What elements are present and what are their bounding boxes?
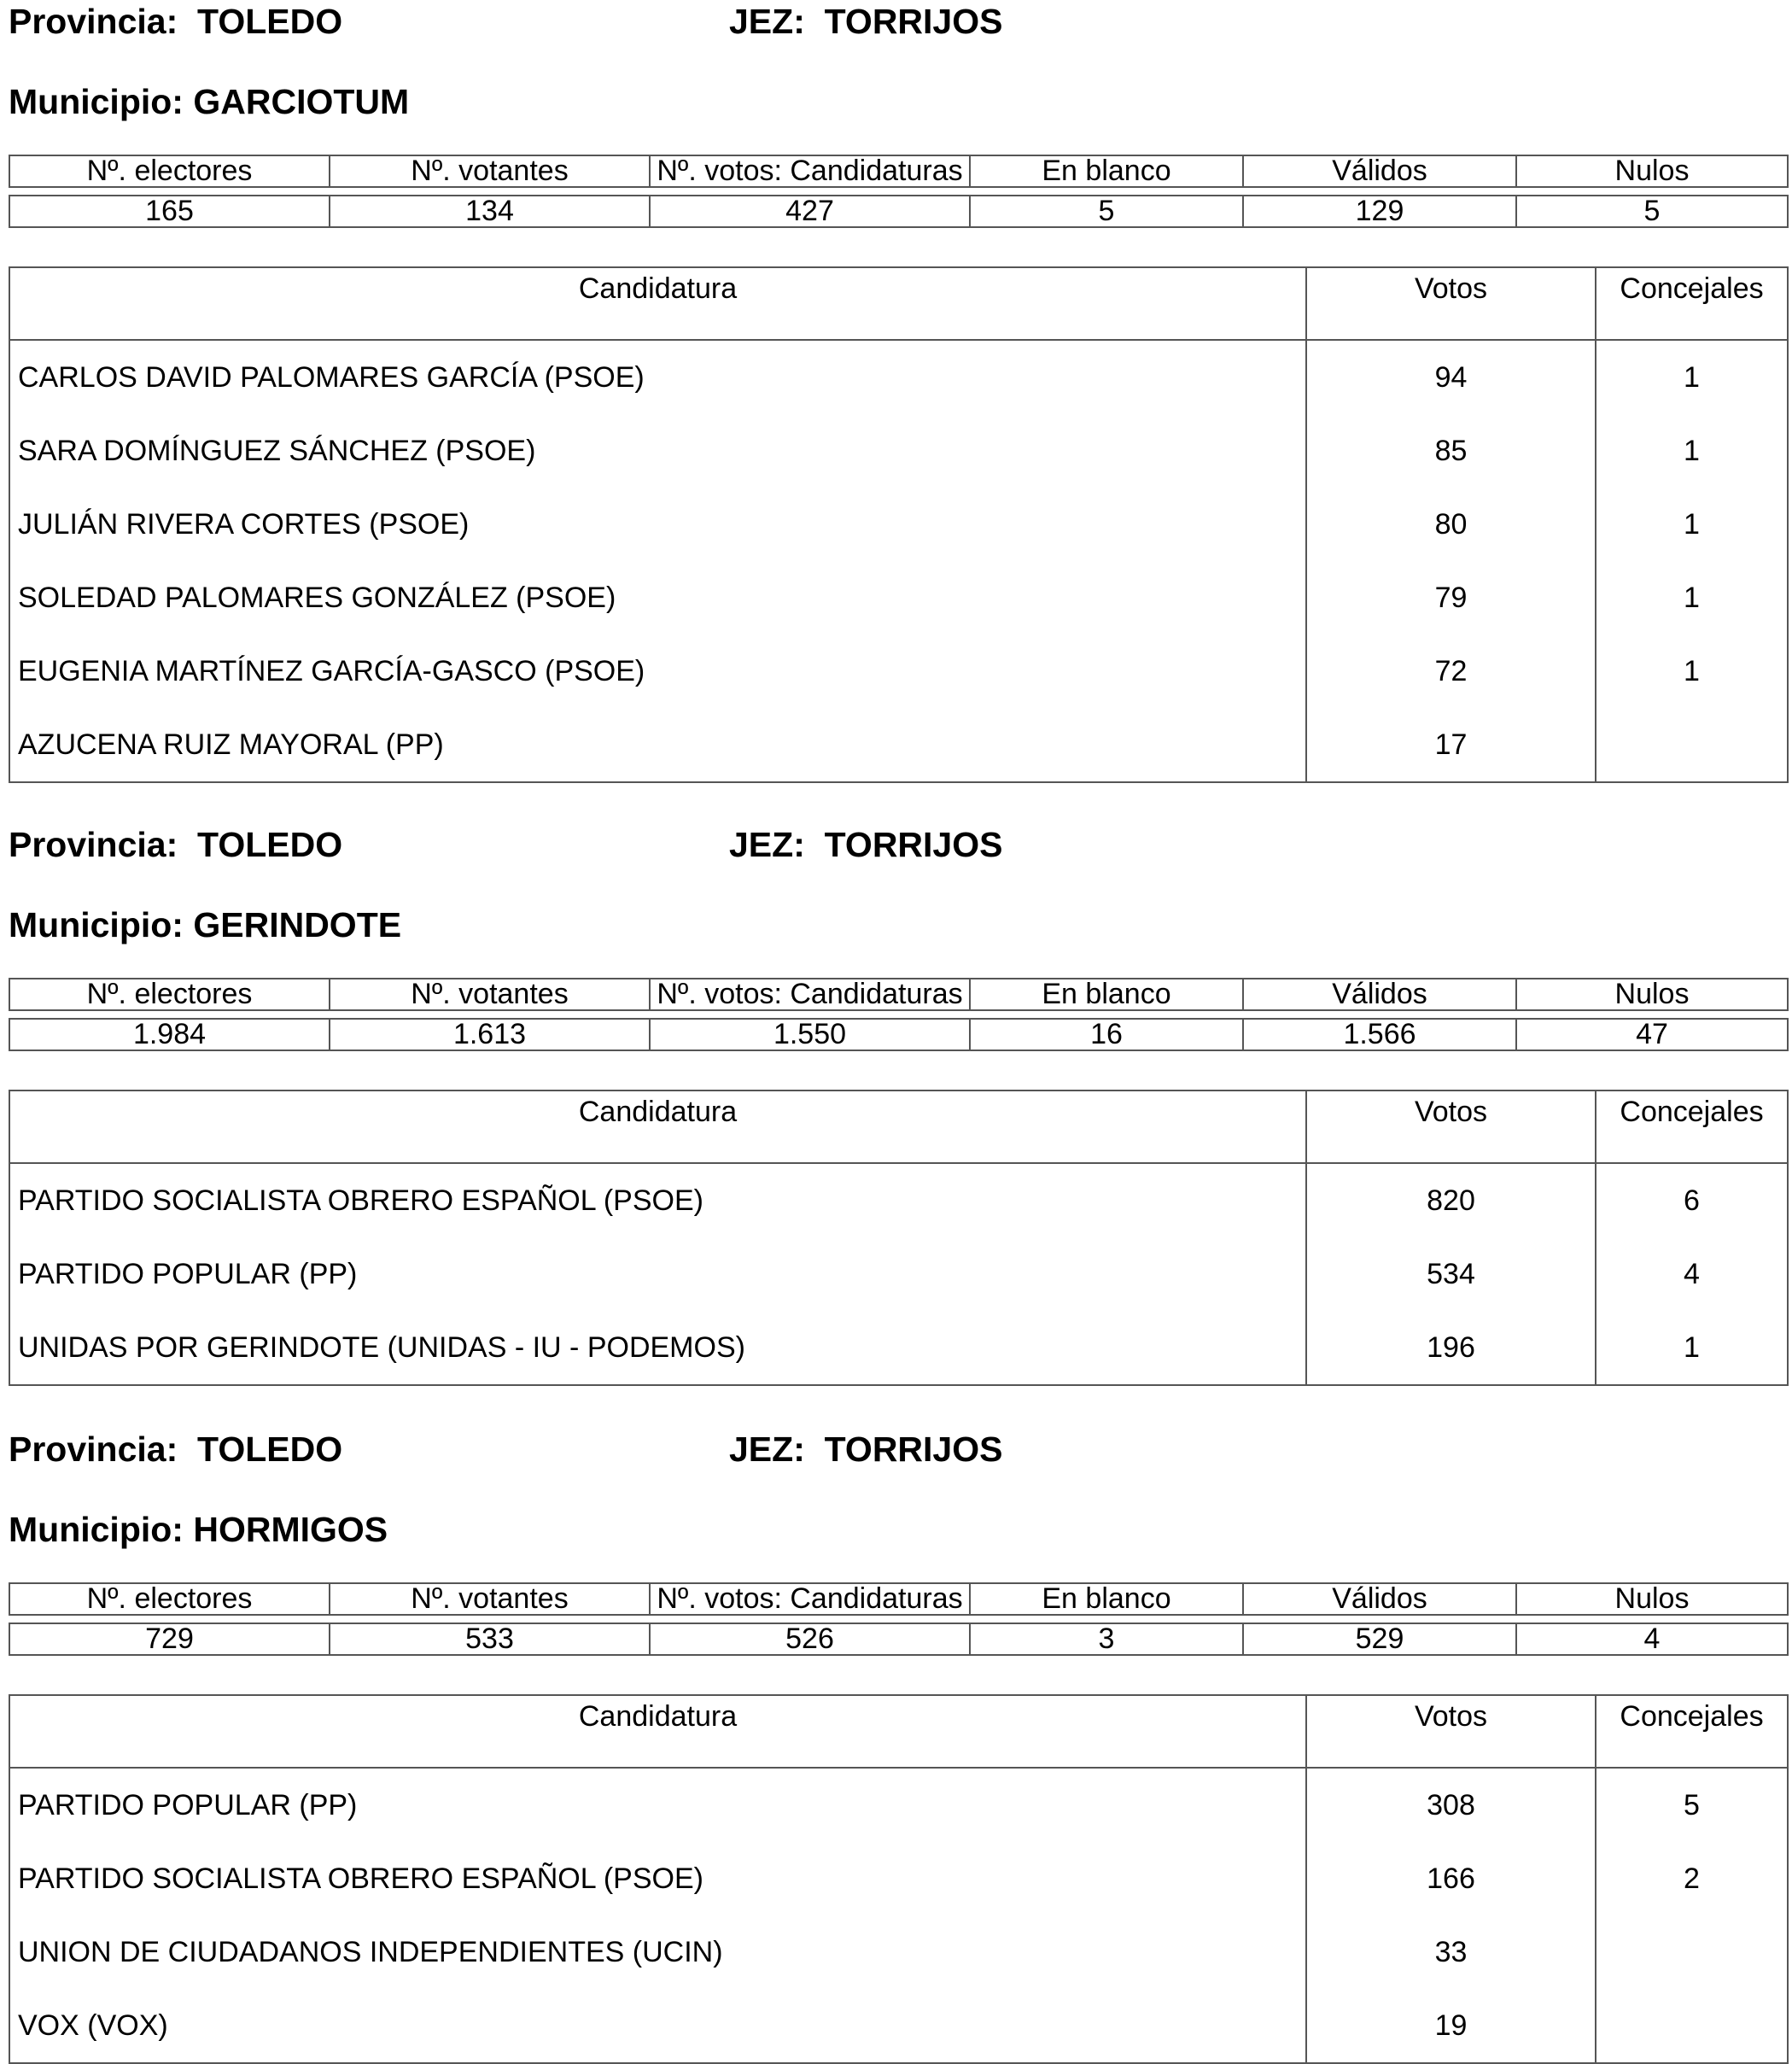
header-concejales: Concejales — [1596, 1090, 1788, 1163]
candidate-concejales: 6 — [1596, 1163, 1788, 1237]
candidate-name: JULIÁN RIVERA CORTES (PSOE) — [18, 508, 470, 541]
candidate-name: PARTIDO SOCIALISTA OBRERO ESPAÑOL (PSOE) — [18, 1184, 703, 1217]
candidate-row — [9, 1311, 1788, 1385]
candidate-votos: 19 — [1306, 1989, 1596, 2063]
candidate-name: PARTIDO POPULAR (PP) — [18, 1789, 358, 1821]
candidate-votos: 166 — [1306, 1842, 1596, 1915]
value-votantes: 134 — [330, 196, 650, 227]
header-validos: Válidos — [1243, 155, 1516, 187]
candidate-votos: 85 — [1306, 414, 1596, 488]
header-en-blanco: En blanco — [970, 1583, 1243, 1615]
value-validos: 1.566 — [1243, 1019, 1516, 1050]
candidates-table — [9, 266, 1789, 783]
value-en-blanco: 16 — [970, 1019, 1243, 1050]
candidate-votos: 308 — [1306, 1768, 1596, 1842]
candidate-row — [9, 561, 1788, 634]
provincia-heading: Provincia: TOLEDO — [9, 1430, 343, 1469]
jez-heading: JEZ: TORRIJOS — [729, 1430, 1003, 1469]
stats-table — [9, 155, 1789, 228]
candidate-row — [9, 488, 1788, 561]
candidate-concejales: 1 — [1596, 634, 1788, 708]
candidate-concejales: 4 — [1596, 1237, 1788, 1311]
header-validos: Válidos — [1243, 1583, 1516, 1615]
candidate-row — [9, 1915, 1788, 1989]
value-nulos: 47 — [1516, 1019, 1788, 1050]
candidate-row — [9, 1237, 1788, 1311]
candidate-row — [9, 634, 1788, 708]
candidate-votos: 79 — [1306, 561, 1596, 634]
header-votos: Votos — [1306, 1090, 1596, 1163]
candidate-name: UNIDAS POR GERINDOTE (UNIDAS - IU - PODEMOS) — [18, 1331, 745, 1364]
value-validos: 129 — [1243, 196, 1516, 227]
header-validos: Válidos — [1243, 979, 1516, 1010]
header-en-blanco: En blanco — [970, 979, 1243, 1010]
municipio-heading: Municipio: GARCIOTUM — [9, 82, 410, 121]
value-en-blanco: 3 — [970, 1623, 1243, 1655]
candidate-row — [9, 708, 1788, 782]
candidate-votos: 94 — [1306, 340, 1596, 414]
candidate-concejales: 2 — [1596, 1842, 1788, 1915]
header-votos: Votos — [1306, 267, 1596, 340]
value-votantes: 1.613 — [330, 1019, 650, 1050]
header-votos-candidaturas: Nº. votos: Candidaturas — [650, 155, 970, 187]
candidate-concejales — [1596, 708, 1788, 782]
jez-heading: JEZ: TORRIJOS — [729, 2, 1003, 41]
stats-header-row — [9, 979, 1788, 1010]
candidate-name: UNION DE CIUDADANOS INDEPENDIENTES (UCIN) — [18, 1936, 723, 1968]
candidate-name: EUGENIA MARTÍNEZ GARCÍA-GASCO (PSOE) — [18, 655, 645, 687]
header-votantes: Nº. votantes — [330, 979, 650, 1010]
candidates-table — [9, 1090, 1789, 1386]
stats-value-row — [9, 196, 1788, 227]
candidate-row — [9, 1989, 1788, 2063]
header-concejales: Concejales — [1596, 1695, 1788, 1768]
stats-value-row — [9, 1019, 1788, 1050]
municipio-heading: Municipio: GERINDOTE — [9, 905, 402, 944]
candidate-concejales: 5 — [1596, 1768, 1788, 1842]
candidate-votos: 820 — [1306, 1163, 1596, 1237]
stats-header-row — [9, 155, 1788, 187]
value-votos-candidaturas: 427 — [650, 196, 970, 227]
header-electores: Nº. electores — [9, 155, 330, 187]
candidate-concejales: 1 — [1596, 1311, 1788, 1385]
value-votos-candidaturas: 526 — [650, 1623, 970, 1655]
value-electores: 1.984 — [9, 1019, 330, 1050]
candidate-votos: 80 — [1306, 488, 1596, 561]
candidate-votos: 534 — [1306, 1237, 1596, 1311]
candidates-header-row — [9, 1695, 1788, 1768]
header-candidatura: Candidatura — [9, 1695, 1306, 1768]
candidate-concejales: 1 — [1596, 488, 1788, 561]
header-electores: Nº. electores — [9, 979, 330, 1010]
candidate-name: SARA DOMÍNGUEZ SÁNCHEZ (PSOE) — [18, 435, 536, 467]
candidate-name: PARTIDO POPULAR (PP) — [18, 1258, 358, 1290]
header-votantes: Nº. votantes — [330, 1583, 650, 1615]
candidate-votos: 17 — [1306, 708, 1596, 782]
header-en-blanco: En blanco — [970, 155, 1243, 187]
provincia-heading: Provincia: TOLEDO — [9, 825, 343, 864]
candidates-header-row — [9, 1090, 1788, 1163]
candidate-votos: 72 — [1306, 634, 1596, 708]
stats-header-row — [9, 1583, 1788, 1615]
candidate-row — [9, 1842, 1788, 1915]
header-concejales: Concejales — [1596, 267, 1788, 340]
header-votos: Votos — [1306, 1695, 1596, 1768]
header-nulos: Nulos — [1516, 155, 1788, 187]
candidate-row — [9, 1163, 1788, 1237]
value-electores: 165 — [9, 196, 330, 227]
value-votantes: 533 — [330, 1623, 650, 1655]
candidates-header-row — [9, 267, 1788, 340]
header-electores: Nº. electores — [9, 1583, 330, 1615]
value-validos: 529 — [1243, 1623, 1516, 1655]
header-votantes: Nº. votantes — [330, 155, 650, 187]
header-votos-candidaturas: Nº. votos: Candidaturas — [650, 979, 970, 1010]
header-candidatura: Candidatura — [9, 267, 1306, 340]
candidate-concejales — [1596, 1989, 1788, 2063]
municipio-heading: Municipio: HORMIGOS — [9, 1510, 388, 1549]
value-nulos: 4 — [1516, 1623, 1788, 1655]
stats-table — [9, 978, 1789, 1051]
candidate-concejales: 1 — [1596, 561, 1788, 634]
candidate-row — [9, 340, 1788, 414]
candidate-name: SOLEDAD PALOMARES GONZÁLEZ (PSOE) — [18, 582, 616, 614]
candidate-votos: 33 — [1306, 1915, 1596, 1989]
provincia-heading: Provincia: TOLEDO — [9, 2, 343, 41]
candidate-concejales — [1596, 1915, 1788, 1989]
candidate-name: VOX (VOX) — [18, 2009, 168, 2042]
jez-heading: JEZ: TORRIJOS — [729, 825, 1003, 864]
value-nulos: 5 — [1516, 196, 1788, 227]
candidate-name: AZUCENA RUIZ MAYORAL (PP) — [18, 728, 444, 761]
stats-table — [9, 1582, 1789, 1656]
candidate-votos: 196 — [1306, 1311, 1596, 1385]
candidate-name: CARLOS DAVID PALOMARES GARCÍA (PSOE) — [18, 361, 645, 394]
header-nulos: Nulos — [1516, 1583, 1788, 1615]
value-electores: 729 — [9, 1623, 330, 1655]
candidate-name: PARTIDO SOCIALISTA OBRERO ESPAÑOL (PSOE) — [18, 1862, 703, 1895]
candidate-row — [9, 414, 1788, 488]
stats-value-row — [9, 1623, 1788, 1655]
candidate-concejales: 1 — [1596, 414, 1788, 488]
candidates-table — [9, 1694, 1789, 2064]
candidate-concejales: 1 — [1596, 340, 1788, 414]
header-candidatura: Candidatura — [9, 1090, 1306, 1163]
value-en-blanco: 5 — [970, 196, 1243, 227]
candidate-row — [9, 1768, 1788, 1842]
value-votos-candidaturas: 1.550 — [650, 1019, 970, 1050]
header-nulos: Nulos — [1516, 979, 1788, 1010]
header-votos-candidaturas: Nº. votos: Candidaturas — [650, 1583, 970, 1615]
